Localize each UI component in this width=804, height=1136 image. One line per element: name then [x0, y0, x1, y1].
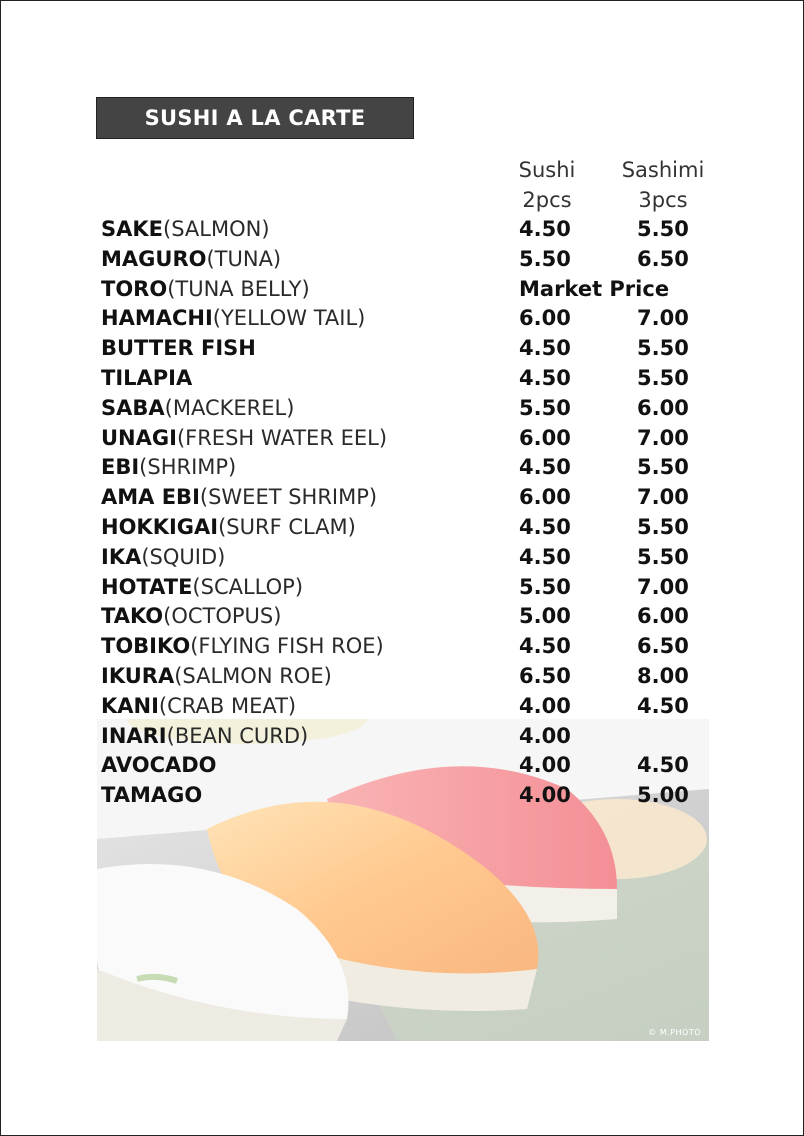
sushi-price: 4.50 [519, 217, 571, 241]
sushi-price: 4.50 [519, 514, 571, 539]
menu-item-title: SABA [101, 395, 165, 420]
menu-item [101, 751, 711, 781]
column-sashimi-label: Sashimi [621, 158, 705, 182]
menu-item-description: (FLYING FISH ROE) [190, 634, 384, 659]
menu-item-name [101, 364, 192, 394]
menu-item-title: UNAGI [101, 425, 177, 450]
menu-item-name [101, 334, 256, 364]
column-header-sashimi [611, 155, 715, 215]
menu-item [101, 275, 711, 305]
menu-item-title: EBI [101, 455, 140, 480]
sushi-price: 6.50 [519, 663, 571, 688]
sushi-price: 4.00 [519, 723, 571, 748]
menu-item-name [101, 751, 217, 781]
menu-item-title: AMA EBI [101, 485, 200, 510]
section-title: SUSHI A LA CARTE [144, 106, 366, 130]
menu-item-name [101, 245, 281, 275]
sushi-price: 4.50 [519, 634, 571, 659]
menu-item [101, 573, 711, 603]
menu-item-name [101, 722, 308, 752]
menu-item-name [101, 304, 365, 334]
menu-item-description: (OCTOPUS) [163, 604, 282, 629]
menu-item-name [101, 424, 387, 454]
menu-item-title: TILAPIA [101, 365, 193, 390]
sashimi-price: 6.50 [637, 634, 689, 659]
menu-item-name [101, 602, 281, 632]
menu-item-description: (TUNA) [206, 246, 282, 271]
menu-item-description: (FRESH WATER EEL) [176, 425, 388, 450]
sushi-price: 5.50 [519, 395, 571, 420]
sushi-price: 6.00 [519, 306, 571, 331]
menu-item [101, 543, 711, 573]
menu-item-description: (SHRIMP) [139, 455, 237, 480]
sashimi-price: 7.00 [637, 306, 689, 331]
sushi-price: 4.00 [519, 753, 571, 778]
menu-item-name [101, 543, 225, 573]
menu-item-title: HOTATE [101, 574, 193, 599]
menu-item-title: TOBIKO [101, 634, 191, 659]
sashimi-price: 6.50 [637, 246, 689, 271]
menu-item [101, 394, 711, 424]
sushi-price: 5.00 [519, 604, 571, 629]
menu-item-name [101, 275, 310, 305]
menu-item [101, 722, 711, 752]
menu-item-title: TAKO [101, 604, 164, 629]
sashimi-price: 6.00 [637, 395, 689, 420]
menu-item-description: (SCALLOP) [192, 574, 304, 599]
menu-item-description: (SALMON ROE) [174, 663, 332, 688]
sushi-price: 5.50 [519, 574, 571, 599]
menu-item-title: SAKE [101, 217, 163, 241]
menu-item [101, 781, 711, 811]
sashimi-price: 5.50 [637, 336, 689, 361]
sashimi-price: 5.00 [637, 783, 689, 808]
menu-item [101, 424, 711, 454]
menu-item [101, 304, 711, 334]
menu-item-name [101, 781, 202, 811]
sushi-price: 4.50 [519, 336, 571, 361]
menu-item [101, 692, 711, 722]
menu-item-title: IKA [101, 544, 142, 569]
sashimi-price: 5.50 [637, 544, 689, 569]
menu-item-description: (YELLOW TAIL) [212, 306, 366, 331]
menu-item-name [101, 662, 332, 692]
sashimi-price: 4.50 [637, 693, 689, 718]
menu-item-title: KANI [101, 693, 159, 718]
menu-item [101, 245, 711, 275]
menu-item-title: TORO [101, 276, 168, 301]
menu-item-title: IKURA [101, 663, 175, 688]
menu-item-name [101, 513, 356, 543]
menu-item [101, 602, 711, 632]
column-header-sushi [501, 155, 593, 215]
column-sushi-qty: 2pcs [522, 188, 572, 212]
menu-item [101, 453, 711, 483]
sushi-price: 6.00 [519, 485, 571, 510]
menu-item-title: BUTTER FISH [101, 336, 256, 361]
menu-item-description: (TUNA BELLY) [167, 276, 310, 301]
menu-item-description: (CRAB MEAT) [158, 693, 297, 718]
sushi-price: 4.00 [519, 783, 571, 808]
sashimi-price: 4.50 [637, 753, 689, 778]
sushi-price: 4.50 [519, 365, 571, 390]
menu-item-name [101, 394, 294, 424]
menu-item-description: (SALMON) [163, 217, 270, 241]
sashimi-price: 5.50 [637, 455, 689, 480]
menu-item-title: INARI [101, 723, 167, 748]
photo-credit: © M.PHOTO [648, 1028, 701, 1037]
menu-item-description: (SWEET SHRIMP) [199, 485, 378, 510]
menu-item-name [101, 215, 270, 245]
sushi-price: 5.50 [519, 246, 571, 271]
menu-item-description: (BEAN CURD) [166, 723, 309, 748]
sashimi-price: 6.00 [637, 604, 689, 629]
menu-item [101, 364, 711, 394]
menu-item-description: (MACKEREL) [164, 395, 295, 420]
sushi-price: 6.00 [519, 425, 571, 450]
menu-item-name [101, 483, 377, 513]
sashimi-price: 5.50 [637, 217, 689, 241]
menu-item-name [101, 692, 296, 722]
column-sushi-label: Sushi [518, 158, 576, 182]
menu-item-description: (SURF CLAM) [218, 514, 356, 539]
section-title-banner [96, 97, 414, 139]
sashimi-price: 5.50 [637, 514, 689, 539]
sashimi-price: 7.00 [637, 574, 689, 599]
menu-item-name [101, 573, 303, 603]
menu-item [101, 632, 711, 662]
column-sashimi-qty: 3pcs [638, 188, 688, 212]
sashimi-price: 7.00 [637, 425, 689, 450]
menu-item-title: TAMAGO [101, 783, 203, 808]
menu-item [101, 334, 711, 364]
menu-item-title: MAGURO [101, 246, 207, 271]
menu-item [101, 513, 711, 543]
sushi-price: 4.50 [519, 544, 571, 569]
menu-item-name [101, 453, 236, 483]
menu-item-name [101, 632, 384, 662]
sushi-price: 4.50 [519, 455, 571, 480]
menu-item-description: (SQUID) [141, 544, 226, 569]
menu-item [101, 483, 711, 513]
menu-item-title: HAMACHI [101, 306, 213, 331]
menu-list [101, 215, 711, 811]
menu-item [101, 215, 711, 245]
menu-item-title: AVOCADO [101, 753, 217, 778]
sashimi-price: 7.00 [637, 485, 689, 510]
sashimi-price: 8.00 [637, 663, 689, 688]
menu-item [101, 662, 711, 692]
menu-item-title: HOKKIGAI [101, 514, 219, 539]
sushi-price: 4.00 [519, 693, 571, 718]
market-price: Market Price [519, 276, 670, 301]
sashimi-price: 5.50 [637, 365, 689, 390]
